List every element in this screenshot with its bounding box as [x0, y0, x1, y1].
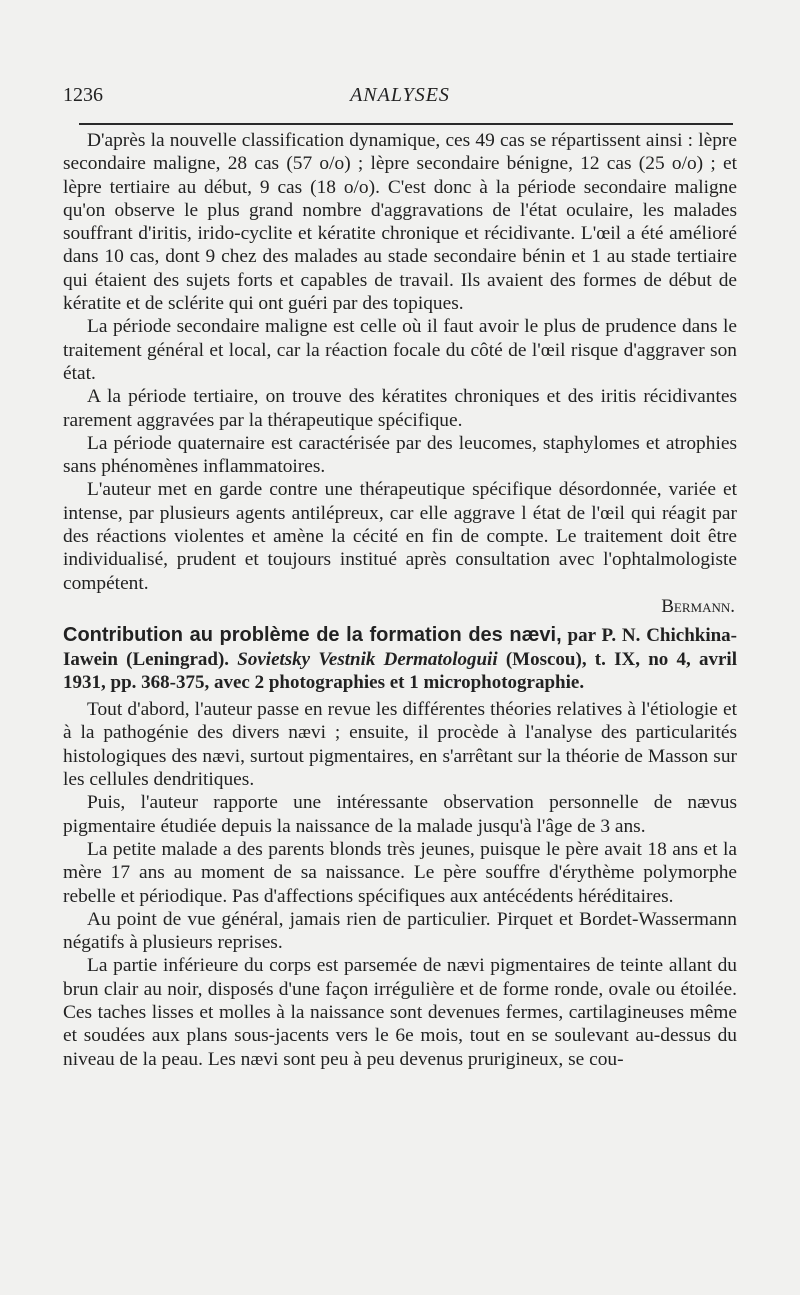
review-text: [63, 698, 737, 1071]
page-header: [63, 84, 737, 110]
paragraph: L'auteur met en garde contre une thérapeutique spécifique désordonnée, variée et intense, par plusieurs agents antilépreux, car elle aggrave l état de l'œil qui réagit par des réactions violentes et amène la cécité en fin de compte. Le traitement doit être individualisé, prudent et toujours institué après consultation avec l'ophtalmologiste compétent.: [63, 479, 737, 594]
paragraph: Tout d'abord, l'auteur passe en revue les différentes théories relatives à l'étiologie et à la pathogénie des divers nævi ; ensuite, il procède à l'analyse des particularités histologiques des nævi, surtout pigmentaires, en s'arrêtant sur la théorie de Masson sur les cellules dendritiques.: [63, 699, 737, 791]
paragraph: La petite malade a des parents blonds très jeunes, puisque le père avait 18 ans et la mère 17 ans au moment de sa naissance. Le père souffre d'érythème polymorphe rebelle et périodique. Pas d'affections spécifiques aux antécédents héréditaires.: [63, 838, 737, 907]
paragraph: A la période tertiaire, on trouve des kératites chroniques et des iritis récidivantes rarement aggravées par la thérapeutique spécifique.: [63, 386, 737, 431]
article-title: Contribution au problème de la formation des nævi,: [63, 624, 562, 647]
reviewer-signature: Bermann.: [661, 595, 735, 617]
paragraph: La période quaternaire est caractérisée par des leucomes, staphylomes et atrophies sans phénomènes inflammatoires.: [63, 432, 737, 478]
article-heading: [63, 624, 737, 694]
page-number: 1236: [63, 84, 103, 106]
previous-review-text: [63, 129, 737, 618]
header-rule: [79, 123, 733, 125]
paragraph: D'après la nouvelle classification dynamique, ces 49 cas se répartissent ainsi : lèpre secondaire maligne, 28 cas (57 o/o) ; lèpre secondaire bénigne, 12 cas (25 o/o) ; et lèpre tertiaire au début, 9 cas (18 o/o). C'est donc à la période secondaire maligne qu'on observe le plus grand nombre d'aggravations de l'état oculaire, les malades souffrant d'iritis, irido-cyclite et kératite chronique et récidivante. L'œil a été amélioré dans 10 cas, dont 9 chez des malades au stade secondaire bénin et 1 au stade tertiaire qui étaient des sujets forts et capables de travail. Ils avaient des formes de début de kératite et de sclérite qui ont guéri par des topiques.: [63, 130, 737, 315]
paragraph: La période secondaire maligne est celle où il faut avoir le plus de prudence dans le traitement général et local, car la réaction focale du côté de l'œil risque d'aggraver son état.: [63, 316, 737, 384]
citation-details: (Moscou), t. IX, no 4, avril 1931, pp. 368-375, avec 2 photographies et 1 microphotographie.: [63, 648, 737, 693]
paragraph: La partie inférieure du corps est parsemée de nævi pigmentaires de teinte allant du brun clair au noir, disposés d'une façon irrégulière et de forme ronde, ovale ou étoilée. Ces taches lisses et molles à la naissance sont devenues fermes, cartilagineuses même et soudées aux plans sous-jacents vers le 6e mois, tout en se soulevant au-dessus du niveau de la peau. Les nævi sont peu à peu devenus prurigineux, se cou-: [63, 955, 737, 1070]
article-authors: par P. N. Chichkina-Iawein (Leningrad).: [63, 625, 738, 670]
running-title: ANALYSES: [350, 84, 450, 106]
paragraph: Au point de vue général, jamais rien de particulier. Pirquet et Bordet-Wassermann négatifs à plusieurs reprises.: [63, 908, 737, 954]
page: [63, 84, 737, 1071]
journal-name: Sovietsky Vestnik Dermatologuii: [237, 648, 498, 670]
paragraph: Puis, l'auteur rapporte une intéressante observation personnelle de nævus pigmentaire étudiée depuis la naissance de la malade jusqu'à l'âge de 3 ans.: [63, 792, 737, 837]
